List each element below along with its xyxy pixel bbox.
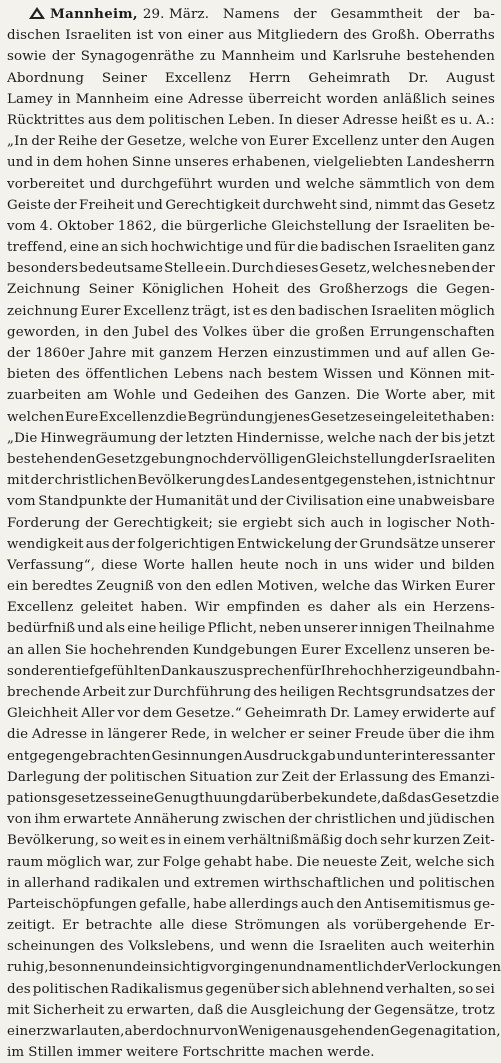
text-line: Rücktrittes aus dem politischen Leben. In dieser Adresse heißt es u. A.: <box>7 112 495 128</box>
text-line: entgegengebrachten Gesinnungen Ausdruck gab und unter interessanter <box>7 748 495 764</box>
text-line: raum möglich war, zur Folge gehabt habe. Die neueste Zeit, welche sich <box>7 854 495 870</box>
text-line: zeichnung Eurer Excellenz trägt, ist es den badischen Israeliten möglich <box>7 303 495 319</box>
triangle-icon <box>29 7 45 19</box>
text-line: „Die Hinwegräumung der letzten Hindernisse, welche nach der bis jetzt <box>7 430 495 446</box>
text-line: einer zwar lauten, aber doch nur von Wenigen ausgehenden Gegenagitation, <box>7 1024 501 1039</box>
text-line: des politischen Radikalismus gegenüber sich ablehnend verhalten, so sei <box>7 981 495 997</box>
text-line: dischen Israeliten ist von einer aus Mitgliedern des Großh. Oberraths <box>7 28 495 44</box>
text-line: vorbereitet und durchgeführt wurden und welche sämmtlich von dem <box>7 176 495 192</box>
text-line: Forderung der Gerechtigkeit; sie ergiebt sich auch in logischer Noth- <box>7 515 495 531</box>
text-line: der 1860er Jahre mit ganzem Herzen einzustimmen und auf allen Ge- <box>7 346 495 361</box>
text-line: ruhig, besonnen und einsichtig vorgingen und namentlich der Verlockungen <box>7 960 501 976</box>
text-line: im Stillen immer weitere Fortschritte machen werde. <box>7 1045 375 1061</box>
text-line: brechende Arbeit zur Durchführung des heiligen Rechtsgrundsatzes der <box>7 685 495 700</box>
dateline-place: Mannheim, <box>50 6 138 22</box>
text-line: Geiste der Freiheit und Gerechtigkeit durchweht sind, nimmt das Gesetz <box>7 197 495 213</box>
text-line: und in dem hohen Sinne unseres erhabenen, vielgeliebten Landesherrn <box>7 155 495 171</box>
text-line: ein beredtes Zeugniß von den edlen Motiven, welche das Wirken Eurer <box>7 579 495 595</box>
text-line: Parteischöpfungen gefalle, habe allerdings auch den Antisemitismus ge- <box>7 896 495 912</box>
text-line: vom Standpunkte der Humanität und der Civilisation eine unabweisbare <box>7 494 495 510</box>
text-line: Bevölkerung, so weit es in einem verhältnißmäßig doch sehr kurzen Zeit- <box>7 833 495 849</box>
text-line: Zeichnung Seiner Königlichen Hoheit des Großherzogs die Gegen- <box>7 282 495 298</box>
text-line: mit Sicherheit zu erwarten, daß die Ausgleichung der Gegensätze, trotz <box>7 1002 495 1018</box>
text-line: an allen Sie hochehrenden Kundgebungen Eurer Excellenz unseren be- <box>7 642 495 658</box>
text-line: wendigkeit aus der folgerichtigen Entwickelung der Grundsätze unserer <box>7 536 495 552</box>
article-heading <box>29 4 209 25</box>
text-line: pationsgesetzes seine Genugthuung darüber bekundete, daß das Gesetz die <box>7 790 500 806</box>
text-line: Darlegung der politischen Situation zur Zeit der Erlassung des Emanzi- <box>7 769 495 785</box>
text-line: scheinungen des Volkslebens, und wenn die Israeliten auch weiterhin <box>7 939 495 955</box>
text-line: die Adresse in längerer Rede, in welcher er seiner Freude über die ihm <box>7 727 495 743</box>
text-line: vom 4. Oktober 1862, die bürgerliche Gleichstellung der Israeliten be- <box>7 218 495 234</box>
text-line: von ihm erwartete Annäherung zwischen der christlichen und jüdischen <box>7 812 495 828</box>
text-line: besonders bedeutsame Stelle ein. Durch dieses Gesetz, welches neben der <box>7 261 495 277</box>
text-line: mit der christlichen Bevölkerung des Landes entgegenstehen, ist nicht nur <box>7 473 495 489</box>
text-line: Gleichheit Aller vor dem Gesetze.“ Geheimrath Dr. Lamey erwiderte auf <box>7 706 495 722</box>
text-line: treffend, eine an sich hochwichtige und für die badischen Israeliten ganz <box>7 240 495 256</box>
text-line: bieten des öffentlichen Lebens nach bestem Wissen und Können mit- <box>7 367 495 383</box>
text-line: „In der Reihe der Gesetze, welche von Eurer Excellenz unter den Augen <box>7 134 495 150</box>
text-line: Lamey in Mannheim eine Adresse überreicht worden anläßlich seines <box>7 91 495 107</box>
text-line: bedürfniß und als eine heilige Pflicht, neben unserer innigen Theilnahme <box>7 621 495 637</box>
text-line: zeitigt. Er betrachte alle diese Strömungen als vorübergehende Er- <box>7 918 495 934</box>
text-line: Mannheim, 29. März. Namens der Gesammtheit der ba- <box>7 4 495 25</box>
text-line: bestehenden Gesetzgebung noch der völligen Gleichstellung der Israeliten <box>7 451 496 467</box>
text-line: Excellenz geleitet haben. Wir empfinden es daher als ein Herzens- <box>7 600 495 616</box>
text-line: welchen Eure Excellenz die Begründung jenes Gesetzes eingeleitet haben: <box>7 409 495 425</box>
text-line: zuarbeiten am Wohle und Gedeihen des Ganzen. Die Worte aber, mit <box>7 388 495 404</box>
text-line: Abordnung Seiner Excellenz Herrn Geheimrath Dr. August <box>7 70 495 86</box>
dateline-date: 29. März. <box>142 7 210 22</box>
text-line: sonderen tiefgefühlten Dank auszusprechen für Ihre hochherzige und bahn- <box>7 663 501 679</box>
text-line: Verfassung“, diese Worte hallen heute noch in uns wider und bilden <box>7 557 495 573</box>
text-line: sowie der Synagogenräthe zu Mannheim und Karlsruhe bestehenden <box>7 49 495 65</box>
text-line: geworden, in den Jubel des Volkes über die großen Errungenschaften <box>7 324 495 340</box>
text-line: in allerhand radikalen und extremen wirthschaftlichen und politischen <box>7 875 495 891</box>
